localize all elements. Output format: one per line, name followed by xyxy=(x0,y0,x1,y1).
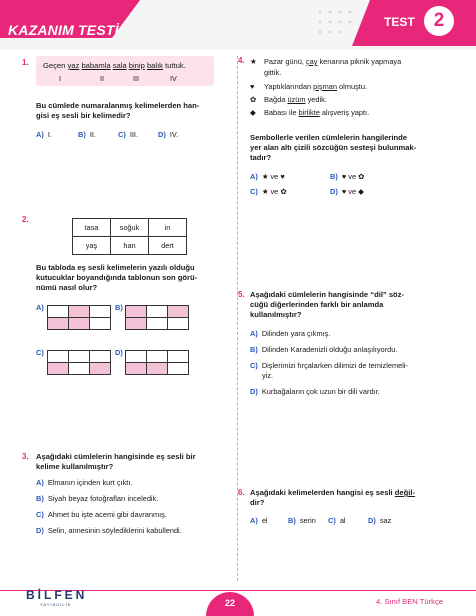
table-cell: soğuk xyxy=(111,219,149,237)
option-a[interactable]: A) el xyxy=(250,516,268,525)
table-cell: tasa xyxy=(73,219,111,237)
question-1-sentence: Geçen yaz babamla sala binip balık tuttuk. xyxy=(43,61,186,70)
option-d[interactable]: D) ♥ ve ◆ xyxy=(330,187,364,196)
question-6-number: 6. xyxy=(238,488,245,497)
option-c[interactable]: C) III. xyxy=(118,130,139,139)
table-cell: han xyxy=(111,237,149,255)
option-c[interactable]: C) Dişlerimizi fırçalarken dilimizi de temizlemeli- xyxy=(250,361,409,370)
option-b[interactable]: B) ♥ ve ✿ xyxy=(330,172,365,181)
option-a[interactable]: A) I. xyxy=(36,130,52,139)
question-5-text: Aşağıdaki cümlelerin hangisinde “dil” söz- cüğü diğerlerinden farklı bir anlamda kullanılmıştır? xyxy=(250,290,405,319)
roman-label: IV xyxy=(170,74,177,83)
flower-icon: ✿ xyxy=(250,95,257,104)
question-2-number: 2. xyxy=(22,215,29,224)
column-divider xyxy=(237,56,238,581)
page-header xyxy=(0,0,476,50)
question-2-text: Bu tabloda eş sesli kelimelerin yazılı olduğu kutucuklar boyandığında tablonun son görü- nümü nasıl olur? xyxy=(36,263,198,292)
roman-label: III xyxy=(133,74,139,83)
option-c[interactable]: C) al xyxy=(328,516,346,525)
page-number: 22 xyxy=(206,592,254,616)
question-4-number: 4. xyxy=(238,56,245,65)
table-cell: dert xyxy=(149,237,187,255)
sentence-diamond: ◆ Babası ile birlikte alışveriş yaptı. xyxy=(250,108,370,117)
page-title: KAZANIM TESTİ xyxy=(8,22,119,38)
sentence-star: ★ Pazar günü, çay kenarına piknik yapmaya xyxy=(250,57,402,66)
option-b[interactable]: B) II. xyxy=(78,130,96,139)
sentence-star-cont: gittik. xyxy=(264,68,282,77)
sentence-flower: ✿ Bağda üzüm yedik. xyxy=(250,95,327,104)
heart-icon: ♥ xyxy=(250,82,255,91)
publisher-logo-sub: YAYINCILIK xyxy=(40,602,72,607)
option-c[interactable]: C) Ahmet bu işte acemi gibi davranmış. xyxy=(36,510,167,519)
option-b[interactable]: B) Dilinden Karadenizli olduğu anlaşılıyordu. xyxy=(250,345,398,354)
roman-label: II xyxy=(100,74,104,83)
option-c-grid[interactable] xyxy=(47,350,111,375)
option-d[interactable]: D) Kurbağaların çok uzun bir dili vardır. xyxy=(250,387,380,396)
question-4-text: Sembollerle verilen cümlelerin hangilerinde yer alan altı çizili sözcüğün sesteşi bulunmak- tadır? xyxy=(250,133,417,162)
option-c-cont: yiz. xyxy=(262,371,274,380)
option-a-grid[interactable] xyxy=(47,305,111,330)
option-d[interactable]: D) saz xyxy=(368,516,392,525)
question-3-number: 3. xyxy=(22,452,29,461)
table-cell: yaş xyxy=(73,237,111,255)
publisher-logo: BİLFEN xyxy=(26,588,88,602)
option-d[interactable]: D) IV. xyxy=(158,130,179,139)
option-d-label[interactable]: D) xyxy=(115,348,123,357)
option-a-label[interactable]: A) xyxy=(36,303,44,312)
option-a[interactable]: A) Elmanın içinden kurt çıktı. xyxy=(36,478,133,487)
option-c-label[interactable]: C) xyxy=(36,348,44,357)
option-c[interactable]: C) ★ ve ✿ xyxy=(250,187,287,196)
option-d[interactable]: D) Selin, annesinin söylediklerini kabullendi. xyxy=(36,526,182,535)
option-b[interactable]: B) serin xyxy=(288,516,316,525)
question-1-text: Bu cümlede numaralanmış kelimelerden han- gisi eş sesli bir kelimedir? xyxy=(36,101,200,120)
question-5-number: 5. xyxy=(238,290,245,299)
roman-label: I xyxy=(59,74,61,83)
option-a[interactable]: A) ★ ve ♥ xyxy=(250,172,285,181)
table-cell: in xyxy=(149,219,187,237)
option-b-grid[interactable] xyxy=(125,305,189,330)
option-b-label[interactable]: B) xyxy=(115,303,123,312)
word-table xyxy=(72,218,187,255)
test-number-badge: 2 xyxy=(424,6,454,36)
question-1-number: 1. xyxy=(22,58,29,67)
option-a[interactable]: A) Dilinden yara çıkmış. xyxy=(250,329,331,338)
question-6-text: Aşağıdaki kelimelerden hangisi eş sesli değil- dir? xyxy=(250,488,416,507)
test-label: TEST xyxy=(384,15,415,29)
option-b[interactable]: B) Siyah beyaz fotoğrafları inceledik. xyxy=(36,494,159,503)
diamond-icon: ◆ xyxy=(250,108,256,117)
sentence-heart: ♥ Yaptıklarından pişman olmuştu. xyxy=(250,82,367,91)
star-icon: ★ xyxy=(250,57,257,66)
question-3-text: Aşağıdaki cümlelerin hangisinde eş sesli bir kelime kullanılmıştır? xyxy=(36,452,196,471)
option-d-grid[interactable] xyxy=(125,350,189,375)
book-title: 4. Sınıf BEN Türkçe xyxy=(376,597,443,606)
